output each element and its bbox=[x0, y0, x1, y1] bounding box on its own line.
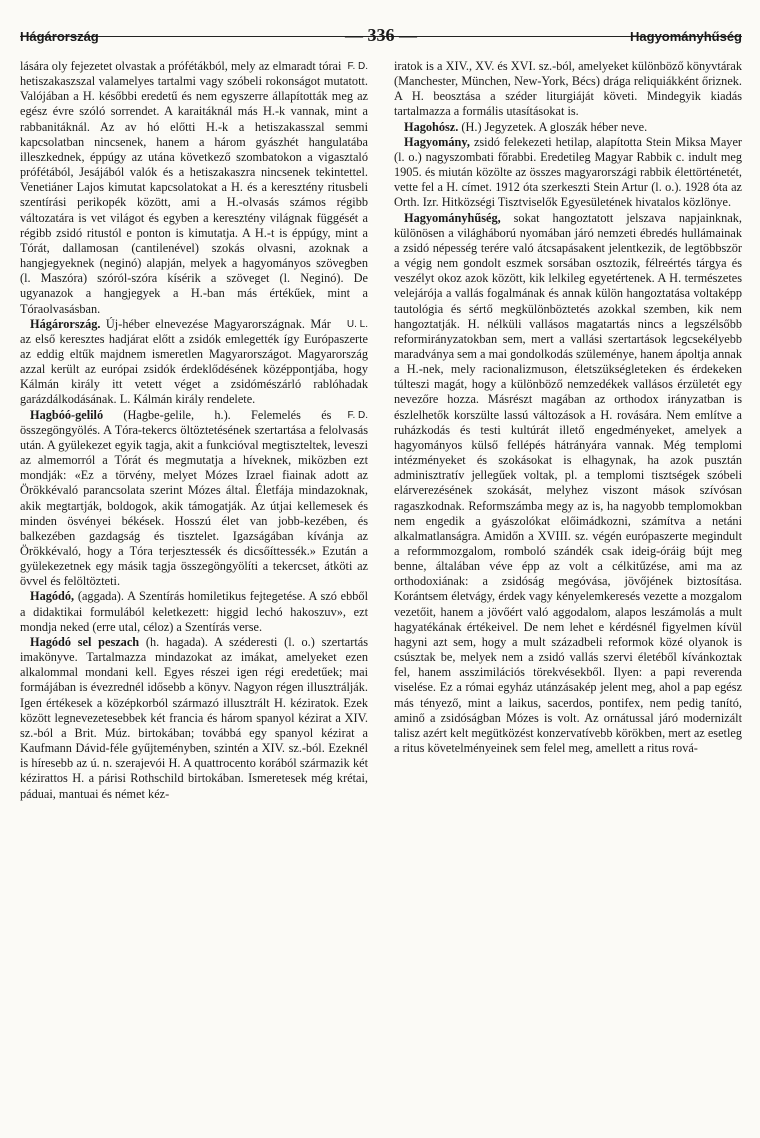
entry-text: (Hagbe-gelile, h.). Felemelés és összegöngyölés. A Tóra-tekercs öltöztetésének szertartása a felolvasás után. A gyülekezet egyik tagja, akit a funkcióval megtiszteltek, leveszi az almemorról a Tórát és megmutatja a híveknek, miközben ezt mondják: «Ez a törvény, melyet Mózes Izrael fiainak adott az Örökkévaló parancsolata szerint Mózes által. Életfája mindazoknak, akik megtartják, boldogok, akik támogatják. Az útjai kellemesek és minden ösvényei békések. Hosszú élet van jobb-kezében, és balkezében gazdagság és tisztelet. Igazságában kívánja az Örökkévaló, hogy a Tóra terjesztessék és dicsőíttessék.» Ezután a gyülekezetnek egy másik tagja összegöngyölíti a tekercset, átköti az övvel és felöltözteti. bbox=[20, 407, 368, 589]
entry-headword: Hagyományhűség, bbox=[404, 210, 501, 225]
dictionary-entry bbox=[394, 59, 742, 120]
dictionary-entry bbox=[20, 408, 368, 590]
entry-headword: Hagódó, bbox=[30, 589, 75, 604]
page-number: — 336 — bbox=[345, 25, 417, 45]
author-signature: F. D. bbox=[347, 409, 368, 421]
left-column bbox=[20, 59, 368, 802]
entry-text: Új-héber elnevezése Magyarországnak. Már az első keresztes hadjárat előtt a zsidók emlegették így Európaszerte az eddig eltűk majdnem ismeretlen Magyarországot. Magyarország azzal került az európai zsidók érdeklődésének középpontjába, hogy Kálmán király itt vetett véget a zsidómészárló rablóhadak garázdálkodásának. L. Kálmán király rendelete. bbox=[20, 316, 368, 407]
entry-text: lására oly fejezetet olvastak a prófétákból, mely az elmaradt tórai hetiszakaszszal valamelyes tartalmi vagy szóbeli rokonságot mutatott. Valójában a H. későbbi eredetű és nem egyszerre állapították meg az egész évre szóló sorrendet. A karaitáknál más H.-k vannak, mint a rabbanitáknál. Az av hó előtti H.-k a hetiszakasszal semmi kapcsolatban nincsenek, hanem a három gyászhét hangulatába illeszkednek, éppúgy az utána következő szombatokon a vigasztaló prófétából, Jesájából valók és a hetiszakaszra nincsenek tekintettel. Venetiáner Lajos kimutat kapcsolatokat a H. és a keresztény ritusbeli szentírási perikopék között, ami a H.-olvasás számos régibb változatára is vet világot és egyben a keresztény világnak függését a régibb zsidó ritustól e ponton is kimutatja. A H.-t is éppúgy, mint a Tórát, dallamosan (cantilenével) szokás olvasni, azoknak a hangjegyeknek (neginó) alapján, melyek a hagyományos szövegben (l. Maszóra) szóról-szóra kísérik a szöveget (l. Neginó). De ugyanazok a hangjegyek a H.-ban más értékűek, mint a Tóraolvasásban. bbox=[20, 59, 368, 316]
entry-text: zsidó felekezeti hetilap, alapította Stein Miksa Mayer (l. o.) nagyszombati főrabbi. Eredetileg Magyar Rabbik c. indult meg 1905. és miután közölte az összes magyarországi rabbik élettörténetét, vette fel a H. címet. 1912 óta szerkeszti Stein Artur (l. o.). 1928 óta az Orth. Izr. Hitközségi Tisztviselők Egyesületének hivatalos közlönye. bbox=[394, 134, 743, 210]
dictionary-entry bbox=[394, 211, 742, 757]
dictionary-entry bbox=[20, 589, 368, 634]
entry-headword: Hagohósz. bbox=[404, 119, 459, 134]
entry-text: (aggada). A Szentírás homiletikus fejtegetése. A szó ebből a didaktikai formulából keletkezett: higgid lechó hakoszuv», ezt mondja neked (erre utal, céloz) a Szentírás verse. bbox=[20, 589, 368, 634]
author-signature: U. L. bbox=[346, 318, 368, 330]
dictionary-entry bbox=[394, 120, 742, 135]
entry-text: (h. hagada). A széderesti (l. o.) szertartás imakönyve. Tartalmazza mindazokat az imákat, amelyeket ezen alkalommal mondani kell. Egyes részei igen régi eredetűek; mai formájában is évezrednél idősebb a könyv. Nagyon régen illusztrálják. Igen értékesek a középkorból származó illusztrált H. kéziratok. Ezek között legnevezetesebbek két francia és három spanyol kézirat a XIV. sz.-ból a Brit. Múz. birtokában; továbbá egy spanyol kézirat a Kaufmann Dávid-féle gyűjteményben, szintén a XIV. sz.-ból. Ezeknél is híresebb az ú. n. szerajevói H. A quattrocento korából származik két kézirattos H. a párisi Rothschild birtokában. Ismeretesek még krétai, páduai, mantuai és német kéz- bbox=[20, 634, 368, 801]
right-column bbox=[394, 59, 742, 802]
header-left-title: Hágárország bbox=[20, 29, 99, 44]
entry-text: iratok is a XIV., XV. és XVI. sz.-ból, amelyeket különböző könyvtárak (Manchester, München, New-York, Bécs) drága reliquiákként őriznek. A H. beosztása a széder liturgiáját követi. Mindegyik kiadás tartalmazza a formális utasításokat is. bbox=[394, 59, 742, 119]
entry-headword: Hágárország. bbox=[30, 316, 101, 331]
running-header bbox=[20, 10, 742, 45]
entry-text: (H.) Jegyzetek. A gloszák héber neve. bbox=[461, 119, 648, 134]
dictionary-entry bbox=[20, 59, 368, 317]
entry-headword: Hagyomány, bbox=[404, 134, 470, 149]
header-right-title: Hagyományhűség bbox=[630, 29, 742, 44]
entry-headword: Hagódó sel peszach bbox=[30, 634, 140, 649]
entry-headword: Hagbóó-geliló bbox=[30, 407, 104, 422]
entry-text: sokat hangoztatott jelszava napjainknak, különösen a világháború nyomában járó nemzeti ébredés hullámainak a zsidó népesség terére való átcsapásakent jelentkezik, de legtöbbször a végig nem gondolt eszmek sorsában osztozik, félreértés tárgya és veszélyt okoz azok között, kik lelkileg egyetértenek. A H. természetes velejárója a vallás fogalmának és annak külön hangoztatása voltaképp tautológia és sértő megkülönböztetés azokkal szemben, kik nem hangoztatják. H. nélküli vallásos magatartás nincs a legszélsőbb reformirányzatokban sem, mert a vallási szertartások legcsekélyebb maradványa sem a mai gondolkodás szüleménye, hanem ápoltja annak a H.-nek, mely racionalizmuson, életszükségleteken és érdekeken túlteszi magát, hogy a különböző nemzedékek vallásos érzületét egy nevezőre hozza. Másrészt magában az orthodox irányzatban is észlelhetők korszülte lassú változások a H. rovására. Nem említve a ruházkodás és testi kultúrát illető engedményeket, amelyek a hagyományos külső fellépés hátrányára vannak. Még templomi intézményeket és szokásokat is elhagynak, ha azok pusztán adminisztratív jellegűek voltak, pl. a templomi tisztségek szóbeli elárverezésének szokását, melyhez viszont mások szívósan ragaszkodnak. Reformszámba megy az is, ha nagyobb templomokban nem engedik a gyászolókat előimádkozni, számítva a netáni alkalmatlanságra. Amidőn a XVIII. sz. végén európaszerte megindult a reformmozgalom, romboló szándék csak ideig-óráig bújt meg benne, általában véve épp az volt a célkitűzése, ami ma az orthodoxiának: a zsidóság megóvása, jövőjének biztosítása. Korántsem életvágy, érdek vagy kényelemkeresés vezette a mozgalom vezetőit, hanem a jövőért való aggodalom, alapos leszámolás a mult hagyatékának értékeivel. De nem lehet e kérdésnél figyelmen kívül hagyni azt sem, hogy a mult századbeli reformok közé olyanok is csúsztak be, melyek nem a zsidó vallás szervi életéből kívánkoztak fel, hanem asszimilációs törekvésekből. Ilyen: a papi reverenda viselése. Ez a római egyház utánzásakép jelent meg, ahol a pap egész más tényező, mint a laikus, sacerdos, pontifex, nem pedig tanító, aminő a zsidóságban Mózes is volt. Az ornátussal járó modernizált talisz azért kelt megütközést konzervatívebb körökben, mert az esetleg a ritus követelményeinek sem felel meg, amellett a ritus rová- bbox=[394, 210, 742, 756]
dictionary-entry bbox=[20, 317, 368, 408]
dictionary-entry bbox=[20, 635, 368, 802]
author-signature: F. D. bbox=[347, 61, 368, 72]
dictionary-entry bbox=[394, 135, 742, 211]
